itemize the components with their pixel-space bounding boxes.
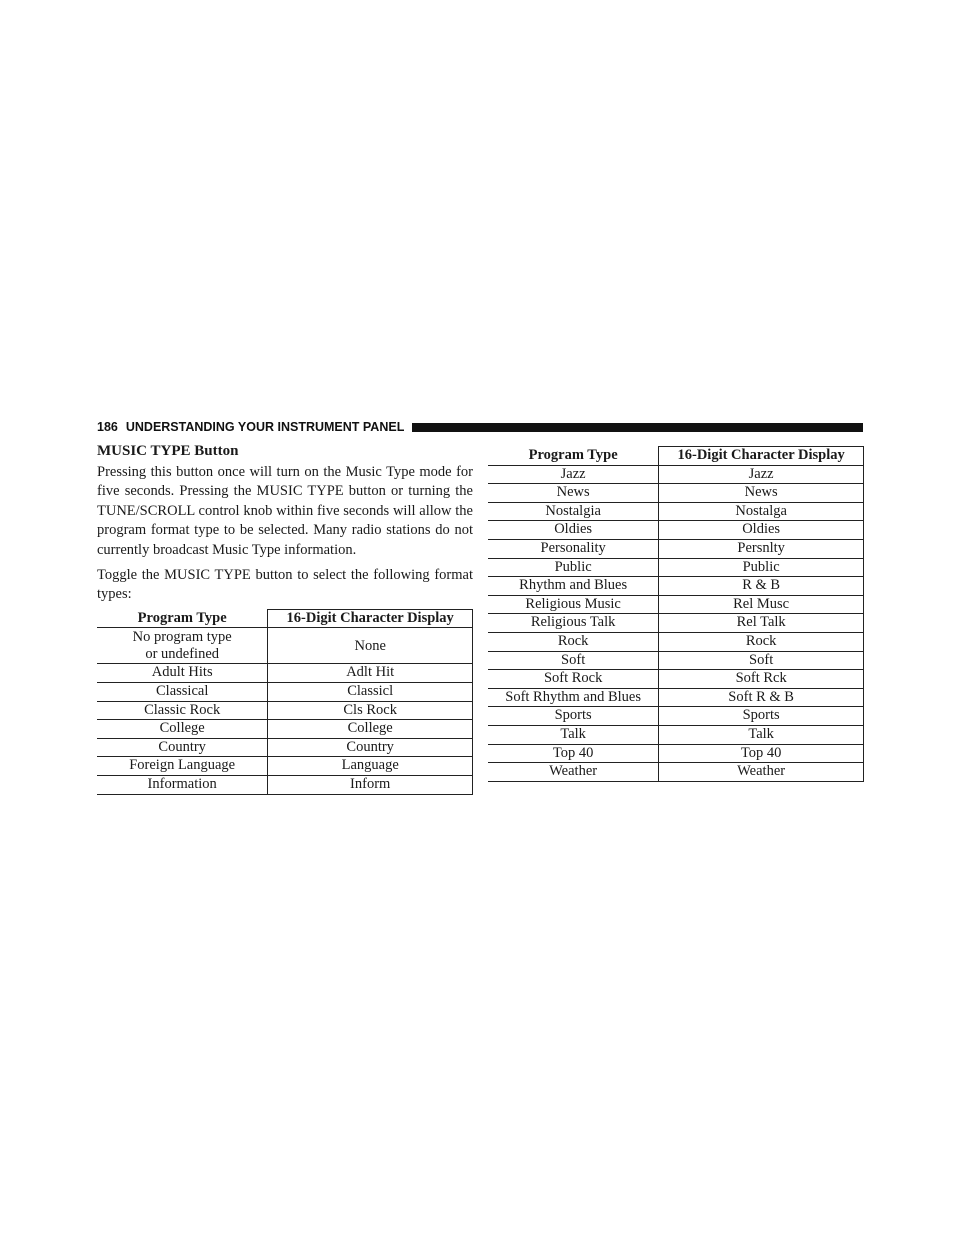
program-type-cell: Weather xyxy=(488,763,659,782)
table-row xyxy=(97,757,473,776)
table-row xyxy=(488,632,864,651)
table-row xyxy=(97,701,473,720)
display-cell: R & B xyxy=(659,577,864,596)
program-type-cell: Soft Rock xyxy=(488,670,659,689)
header-rule xyxy=(412,423,863,432)
display-cell: Talk xyxy=(659,725,864,744)
table-row xyxy=(97,683,473,702)
table-row xyxy=(488,465,864,484)
display-cell: Weather xyxy=(659,763,864,782)
table-row xyxy=(488,670,864,689)
program-type-cell: No program type or undefined xyxy=(97,628,268,664)
display-cell: News xyxy=(659,484,864,503)
display-cell: Jazz xyxy=(659,465,864,484)
program-type-cell: College xyxy=(97,720,268,739)
program-type-table xyxy=(97,609,473,795)
display-cell: Language xyxy=(268,757,473,776)
table-row xyxy=(488,707,864,726)
display-cell: Classicl xyxy=(268,683,473,702)
table-row xyxy=(488,614,864,633)
table-row xyxy=(488,577,864,596)
column-header-display: 16-Digit Character Display xyxy=(268,609,473,628)
display-cell: Top 40 xyxy=(659,744,864,763)
program-type-cell: Foreign Language xyxy=(97,757,268,776)
display-cell: None xyxy=(268,628,473,664)
program-type-cell: Oldies xyxy=(488,521,659,540)
table-row xyxy=(488,744,864,763)
table-header-row xyxy=(97,609,473,628)
program-type-cell: Talk xyxy=(488,725,659,744)
display-cell: College xyxy=(268,720,473,739)
table-row xyxy=(97,776,473,795)
program-type-cell: Information xyxy=(97,776,268,795)
table-row xyxy=(97,738,473,757)
table-row xyxy=(488,558,864,577)
page-header xyxy=(97,418,863,436)
column-header-program-type: Program Type xyxy=(488,447,659,466)
right-column xyxy=(488,446,864,782)
display-cell: Cls Rock xyxy=(268,701,473,720)
program-type-cell: Adult Hits xyxy=(97,664,268,683)
display-cell: Rock xyxy=(659,632,864,651)
display-cell: Rel Talk xyxy=(659,614,864,633)
program-type-cell: Classic Rock xyxy=(97,701,268,720)
display-cell: Inform xyxy=(268,776,473,795)
table-row xyxy=(488,651,864,670)
program-type-cell: Soft Rhythm and Blues xyxy=(488,688,659,707)
display-cell: Sports xyxy=(659,707,864,726)
column-header-program-type: Program Type xyxy=(97,609,268,628)
program-type-cell: Rock xyxy=(488,632,659,651)
program-type-cell: Soft xyxy=(488,651,659,670)
display-cell: Persnlty xyxy=(659,539,864,558)
table-row xyxy=(97,720,473,739)
table-row xyxy=(488,725,864,744)
program-type-cell: Religious Talk xyxy=(488,614,659,633)
program-type-cell: Sports xyxy=(488,707,659,726)
table-header-row xyxy=(488,447,864,466)
program-type-cell: Rhythm and Blues xyxy=(488,577,659,596)
program-type-cell: Religious Music xyxy=(488,595,659,614)
table-row xyxy=(97,664,473,683)
display-cell: Rel Musc xyxy=(659,595,864,614)
display-cell: Soft xyxy=(659,651,864,670)
left-column xyxy=(97,441,473,795)
display-cell: Oldies xyxy=(659,521,864,540)
table-row xyxy=(488,484,864,503)
body-paragraph: Toggle the MUSIC TYPE button to select the following format types: xyxy=(97,567,473,603)
program-type-table-continued xyxy=(488,446,864,782)
section-title: UNDERSTANDING YOUR INSTRUMENT PANEL xyxy=(125,420,405,434)
page-number: 186 xyxy=(97,420,118,434)
column-header-display: 16-Digit Character Display xyxy=(659,447,864,466)
table-row xyxy=(488,521,864,540)
program-type-cell: Top 40 xyxy=(488,744,659,763)
display-cell: Soft R & B xyxy=(659,688,864,707)
table-row xyxy=(488,688,864,707)
program-type-cell: Personality xyxy=(488,539,659,558)
display-cell: Nostalga xyxy=(659,502,864,521)
table-row xyxy=(488,763,864,782)
program-type-cell: News xyxy=(488,484,659,503)
program-type-cell: Jazz xyxy=(488,465,659,484)
table-row xyxy=(488,502,864,521)
display-cell: Soft Rck xyxy=(659,670,864,689)
section-heading: MUSIC TYPE Button xyxy=(97,443,239,459)
display-cell: Public xyxy=(659,558,864,577)
display-cell: Country xyxy=(268,738,473,757)
table-row xyxy=(488,539,864,558)
table-row xyxy=(488,595,864,614)
program-type-cell: Nostalgia xyxy=(488,502,659,521)
body-paragraph: Pressing this button once will turn on the Music Type mode for five seconds. Pressing the MUSIC TYPE button or turning the TUNE/SCROLL control knob within five seconds will allow the program format type to be selected. Many radio stations do not currently broadcast Music Type information. xyxy=(97,464,473,558)
program-type-cell: Country xyxy=(97,738,268,757)
program-type-cell: Classical xyxy=(97,683,268,702)
table-row xyxy=(97,628,473,664)
display-cell: Adlt Hit xyxy=(268,664,473,683)
program-type-cell: Public xyxy=(488,558,659,577)
